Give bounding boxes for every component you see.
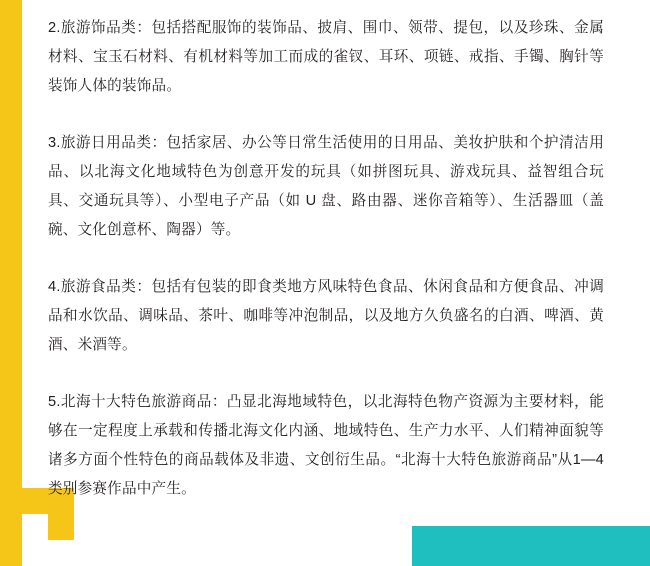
- paragraph-item-5: 5.北海十大特色旅游商品：凸显北海地域特色，以北海特色物产资源为主要材料，能够在一定程度上承载和传播北海文化内涵、地域特色、生产力水平、人们精神面貌等诸多方面个性特色的商品载体及非遗、文创衍生品。“北海十大特色旅游商品”从1—4类别参赛作品中产生。: [48, 394, 604, 497]
- document-body: [48, 0, 604, 504]
- paragraph-item-2: 2.旅游饰品类：包括搭配服饰的装饰品、披肩、围巾、领带、提包，以及珍珠、金属材料、宝玉石材料、有机材料等加工而成的雀钗、耳环、项链、戒指、手镯、胸针等装饰人体的装饰品。: [48, 20, 604, 94]
- paragraph-item-3: 3.旅游日用品类：包括家居、办公等日常生活使用的日用品、美妆护肤和个护清洁用品、以北海文化地域特色为创意开发的玩具（如拼图玩具、游戏玩具、益智组合玩具、交通玩具等）、小型电子产品（如 U 盘、路由器、迷你音箱等）、生活器皿（盖碗、文化创意杯、陶器）等。: [48, 135, 604, 238]
- left-accent-bar: [0, 0, 22, 566]
- bottom-right-accent-bar: [412, 526, 650, 566]
- right-margin-fill: [632, 0, 650, 526]
- paragraph-item-4: 4.旅游食品类：包括有包装的即食类地方风味特色食品、休闲食品和方便食品、冲调品和水饮品、调味品、茶叶、咖啡等冲泡制品，以及地方久负盛名的白酒、啤酒、黄酒、米酒等。: [48, 279, 604, 353]
- bottom-left-corner-notch: [22, 514, 48, 540]
